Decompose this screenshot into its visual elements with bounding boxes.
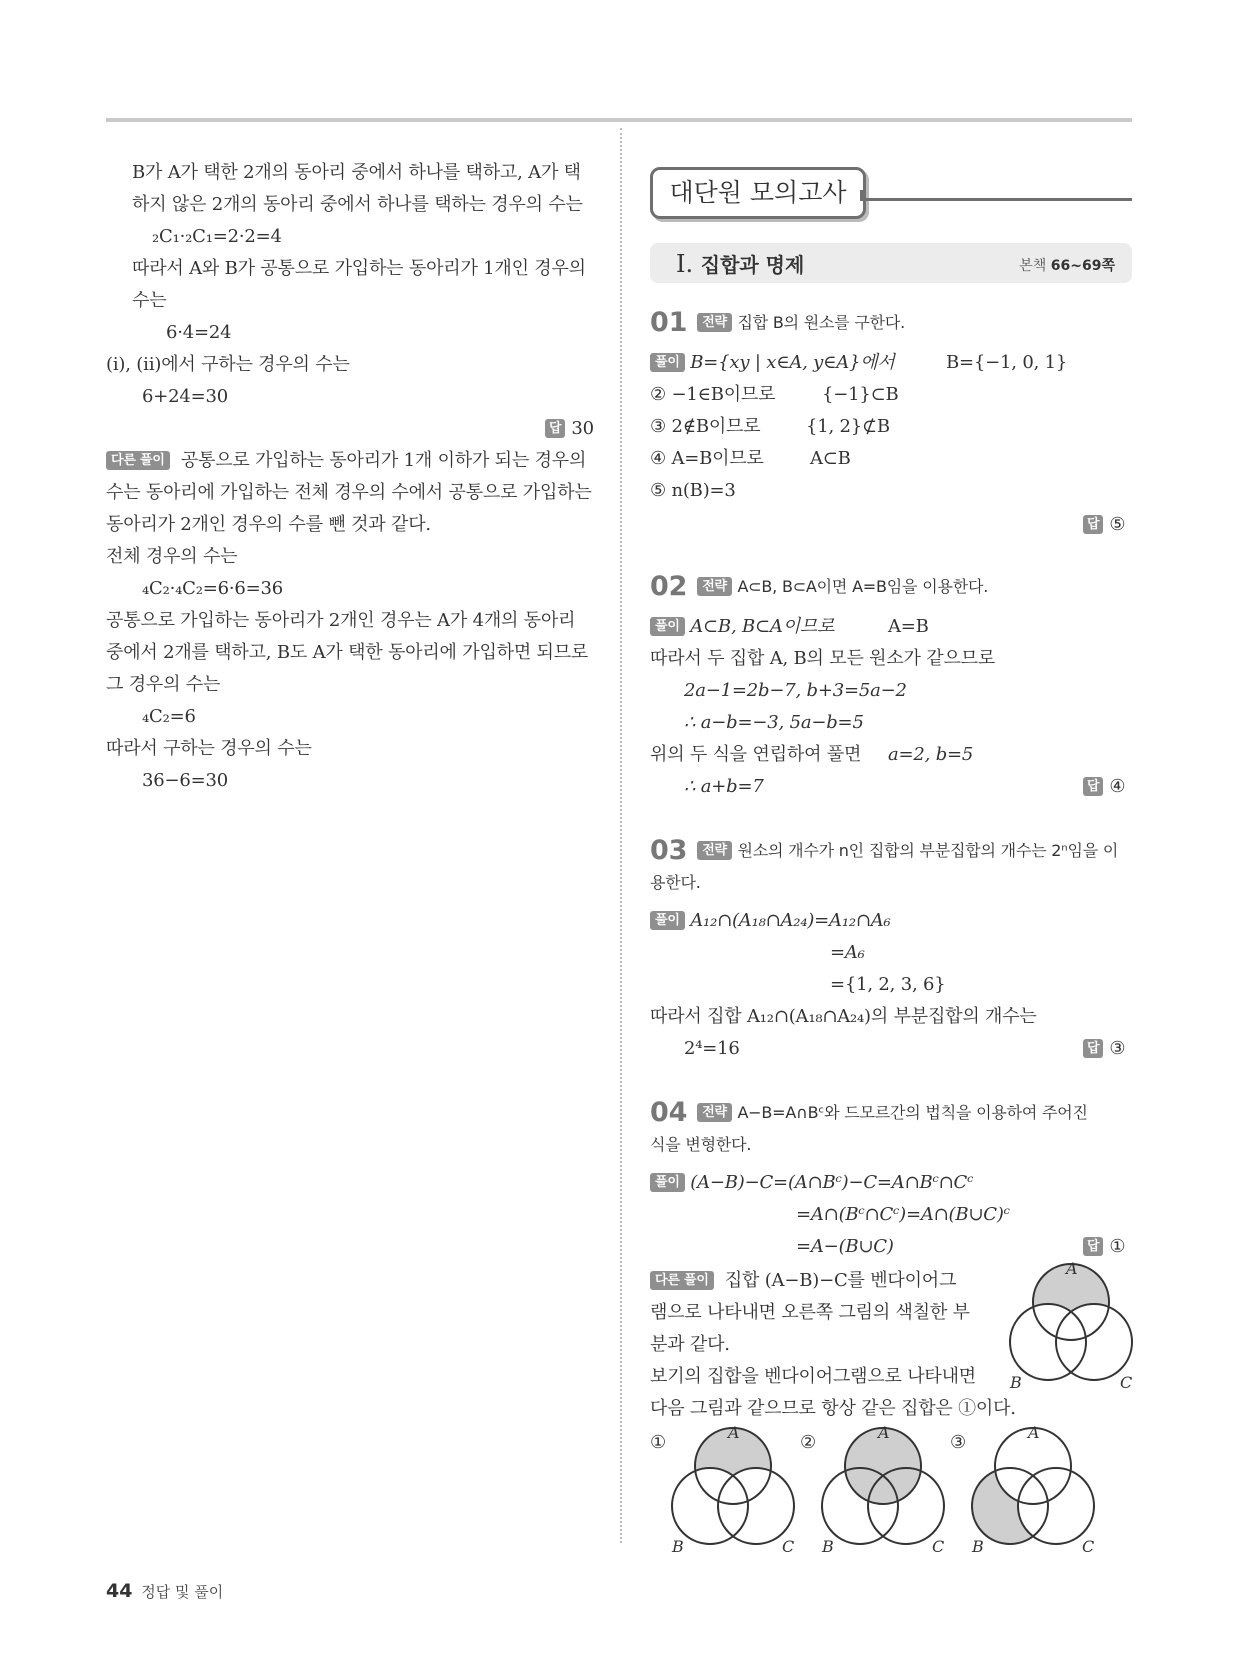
equation-line: 2a−1=2b−7, b+3=5a−2 bbox=[684, 680, 907, 701]
equation-line: ={1, 2, 3, 6} bbox=[830, 974, 946, 995]
page-ref-prefix: 본책 bbox=[1019, 258, 1047, 274]
text-line: 따라서 두 집합 A, B의 모든 원소가 같으므로 bbox=[650, 648, 996, 669]
equation-line: ∴ a+b=7 bbox=[684, 776, 764, 797]
venn-label-c: C bbox=[782, 1537, 795, 1556]
option-label: ① bbox=[650, 1432, 667, 1453]
text-line: 중에서 2개를 택하고, B도 A가 택한 동아리에 가입하면 되므로 bbox=[106, 642, 589, 663]
strategy-text-cont: 용한다. bbox=[650, 873, 701, 892]
option-label: ③ bbox=[950, 1432, 967, 1453]
venn-label-a: A bbox=[878, 1426, 890, 1442]
text-line: 집합 (A−B)−C를 벤다이어그 bbox=[724, 1270, 957, 1291]
choice-result: {−1}⊂B bbox=[822, 384, 899, 405]
answer-badge: 답 bbox=[1083, 777, 1103, 796]
equation: B={xy | x∈A, y∈A}에서 bbox=[690, 352, 895, 373]
choice-line: ④ A=B이므로 bbox=[650, 448, 764, 469]
solution-badge: 풀이 bbox=[650, 353, 685, 372]
venn-diagram-main bbox=[1006, 1262, 1136, 1392]
venn-label-b: B bbox=[822, 1537, 834, 1556]
equation-line: =A−(B∪C) bbox=[796, 1236, 894, 1257]
equation-line: 36−6=30 bbox=[142, 770, 229, 791]
choice-line: ③ 2∉B이므로 bbox=[650, 416, 761, 437]
venn-diagram-option-1 bbox=[668, 1426, 798, 1556]
question-03-strategy bbox=[650, 835, 1119, 866]
question-number: 03 bbox=[650, 835, 688, 866]
text-line: 공통으로 가입하는 동아리가 2개인 경우는 A가 4개의 동아리 bbox=[106, 610, 576, 631]
text-line: 공통으로 가입하는 동아리가 1개 이하가 되는 경우의 bbox=[180, 450, 587, 471]
venn-label-c: C bbox=[1120, 1373, 1133, 1392]
choice-line: ② −1∈B이므로 bbox=[650, 384, 776, 405]
solve-result: a=2, b=5 bbox=[888, 744, 974, 765]
alt-solution-badge: 다른 풀이 bbox=[650, 1271, 714, 1290]
equation-line: ₄C₂·₄C₂=6·6=36 bbox=[142, 578, 284, 599]
text-line: 그 경우의 수는 bbox=[106, 674, 221, 695]
alt-solution-line bbox=[106, 450, 586, 472]
equation-line: =A₆ bbox=[830, 942, 865, 963]
title-underline bbox=[860, 198, 1132, 201]
solution-line bbox=[650, 616, 834, 638]
option-label: ② bbox=[800, 1432, 817, 1453]
text-line: 수는 동아리에 가입하는 전체 경우의 수에서 공통으로 가입하는 bbox=[106, 482, 592, 503]
answer-badge: 답 bbox=[545, 419, 565, 438]
text-line: 하지 않은 2개의 동아리 중에서 하나를 택하는 경우의 수는 bbox=[132, 194, 583, 215]
equation-line: ∴ a−b=−3, 5a−b=5 bbox=[684, 712, 864, 733]
strategy-text-cont: 식을 변형한다. bbox=[650, 1135, 752, 1154]
strategy-text: 집합 B의 원소를 구한다. bbox=[737, 313, 906, 332]
strategy-text: A⊂B, B⊂A이면 A=B임을 이용한다. bbox=[737, 577, 989, 596]
solution-result: A=B bbox=[888, 616, 929, 637]
page-number: 44 bbox=[106, 1580, 133, 1602]
text-line: 따라서 구하는 경우의 수는 bbox=[106, 738, 312, 759]
venn-diagram-option-3 bbox=[968, 1426, 1098, 1556]
question-02-strategy bbox=[650, 571, 989, 602]
text-line: 전체 경우의 수는 bbox=[106, 546, 238, 567]
section-title-text: 집합과 명제 bbox=[700, 253, 805, 277]
text-line: 보기의 집합을 벤다이어그램으로 나타내면 bbox=[650, 1366, 976, 1387]
answer-line bbox=[1083, 1038, 1125, 1060]
equation-line: ₄C₂=6 bbox=[142, 706, 196, 727]
question-04-strategy bbox=[650, 1097, 1088, 1128]
column-divider bbox=[620, 128, 622, 1543]
answer-line bbox=[1083, 1236, 1125, 1258]
answer-badge: 답 bbox=[1083, 515, 1103, 534]
strategy-badge: 전략 bbox=[697, 577, 732, 596]
equation: (A−B)−C=(A∩Bᶜ)−C=A∩Bᶜ∩Cᶜ bbox=[690, 1172, 974, 1193]
answer-value: 30 bbox=[571, 418, 594, 439]
question-number: 04 bbox=[650, 1097, 688, 1128]
text-line: 따라서 집합 A₁₂∩(A₁₈∩A₂₄)의 부분집합의 개수는 bbox=[650, 1006, 1037, 1027]
venn-label-a: A bbox=[1066, 1262, 1078, 1278]
choice-result: A⊂B bbox=[810, 448, 851, 469]
venn-label-a: A bbox=[1028, 1426, 1040, 1442]
text-line: 위의 두 식을 연립하여 풀면 bbox=[650, 744, 862, 765]
answer-line bbox=[1083, 514, 1125, 536]
text-line: B가 A가 택한 2개의 동아리 중에서 하나를 택하고, A가 택 bbox=[132, 162, 581, 183]
answer-value: ① bbox=[1109, 1236, 1126, 1257]
section-page-ref bbox=[1019, 255, 1115, 275]
answer-value: ⑤ bbox=[1109, 514, 1126, 535]
equation-line: ₂C₁·₂C₁=2·2=4 bbox=[152, 226, 282, 247]
answer-line bbox=[545, 418, 594, 440]
venn-label-c: C bbox=[932, 1537, 945, 1556]
answer-line bbox=[1083, 776, 1125, 798]
question-number: 01 bbox=[650, 307, 688, 338]
venn-label-a: A bbox=[728, 1426, 740, 1442]
strategy-badge: 전략 bbox=[697, 1103, 732, 1122]
solution-line bbox=[650, 1172, 973, 1194]
text-line: 분과 같다. bbox=[650, 1334, 730, 1355]
equation-line: =A∩(Bᶜ∩Cᶜ)=A∩(B∪C)ᶜ bbox=[796, 1204, 1010, 1225]
answer-badge: 답 bbox=[1083, 1039, 1103, 1058]
choice-result: {1, 2}⊄B bbox=[806, 416, 890, 437]
venn-label-b: B bbox=[972, 1537, 984, 1556]
alt-solution-line bbox=[650, 1270, 956, 1292]
chapter-title: 대단원 모의고사 bbox=[650, 167, 866, 219]
equation: A⊂B, B⊂A이므로 bbox=[690, 616, 835, 637]
question-01-strategy bbox=[650, 307, 906, 338]
equation-line: 6+24=30 bbox=[142, 386, 229, 407]
answer-value: ④ bbox=[1109, 776, 1126, 797]
text-line: 다음 그림과 같으므로 항상 같은 집합은 ①이다. bbox=[650, 1398, 1016, 1419]
venn-label-c: C bbox=[1082, 1537, 1095, 1556]
solution-result: B={−1, 0, 1} bbox=[946, 352, 1068, 373]
text-line: 수는 bbox=[132, 290, 167, 311]
answer-value: ③ bbox=[1109, 1038, 1126, 1059]
choice-line: ⑤ n(B)=3 bbox=[650, 480, 736, 501]
text-line: (ⅰ), (ⅱ)에서 구하는 경우의 수는 bbox=[106, 354, 350, 375]
question-number: 02 bbox=[650, 571, 688, 602]
text-line: 동아리가 2개인 경우의 수를 뺀 것과 같다. bbox=[106, 514, 431, 535]
book-label: 정답 및 풀이 bbox=[141, 1583, 224, 1601]
venn-diagram-option-2 bbox=[818, 1426, 948, 1556]
section-roman: Ⅰ. bbox=[676, 250, 694, 278]
venn-label-b: B bbox=[672, 1537, 684, 1556]
text-line: 램으로 나타내면 오른쪽 그림의 색칠한 부 bbox=[650, 1302, 970, 1323]
solution-line bbox=[650, 352, 895, 374]
strategy-text: 원소의 개수가 n인 집합의 부분집합의 개수는 2ⁿ임을 이 bbox=[737, 841, 1119, 860]
strategy-badge: 전략 bbox=[697, 313, 732, 332]
alt-solution-badge: 다른 풀이 bbox=[106, 451, 170, 470]
equation: A₁₂∩(A₁₈∩A₂₄)=A₁₂∩A₆ bbox=[690, 910, 891, 931]
solution-badge: 풀이 bbox=[650, 617, 685, 636]
equation-line: 2⁴=16 bbox=[684, 1038, 740, 1059]
section-title bbox=[676, 250, 804, 279]
solution-badge: 풀이 bbox=[650, 911, 685, 930]
venn-label-b: B bbox=[1010, 1373, 1022, 1392]
solution-line bbox=[650, 910, 891, 932]
page-ref-pages: 66~69쪽 bbox=[1050, 258, 1115, 274]
answer-badge: 답 bbox=[1083, 1237, 1103, 1256]
solution-badge: 풀이 bbox=[650, 1173, 685, 1192]
top-rule bbox=[106, 118, 1132, 122]
strategy-text: A−B=A∩Bᶜ와 드모르간의 법칙을 이용하여 주어진 bbox=[737, 1103, 1088, 1122]
page-footer bbox=[106, 1580, 223, 1602]
strategy-badge: 전략 bbox=[697, 841, 732, 860]
text-line: 따라서 A와 B가 공통으로 가입하는 동아리가 1개인 경우의 bbox=[132, 258, 586, 279]
equation-line: 6·4=24 bbox=[166, 322, 232, 343]
